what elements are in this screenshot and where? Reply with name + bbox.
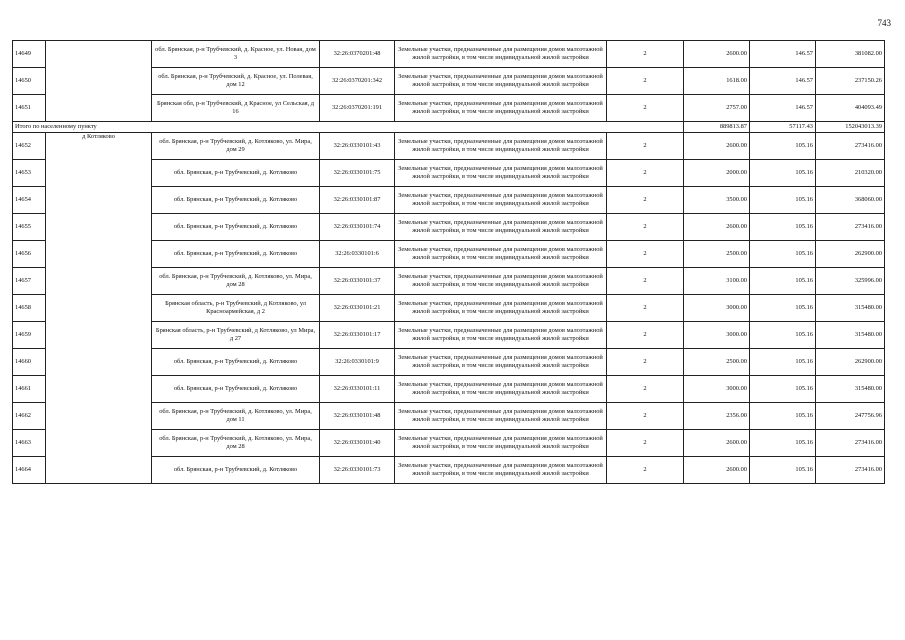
cadastral-number-cell: 32:26:0330101:73 (320, 457, 395, 484)
group-cell: 2 (607, 349, 684, 376)
address-cell: Брянская область, р-н Трубчевский, д Котляково, ул Мира, д 27 (152, 322, 320, 349)
row-number: 14658 (13, 295, 46, 322)
land-use-cell: Земельные участки, предназначенные для размещения домов малоэтажной жилой застройки, в том числе индивидуальной жилой застройки (395, 214, 607, 241)
group-cell: 2 (607, 322, 684, 349)
area-cell: 3000.00 (684, 322, 750, 349)
address-cell: обл. Брянская, р-н Трубчевский, д. Котляково (152, 376, 320, 403)
total-spacer (607, 122, 684, 133)
address-cell: обл. Брянская, р-н Трубчевский, д. Котляково (152, 349, 320, 376)
land-use-cell: Земельные участки, предназначенные для размещения домов малоэтажной жилой застройки, в том числе индивидуальной жилой застройки (395, 457, 607, 484)
total-spacer (152, 122, 320, 133)
area-cell: 3500.00 (684, 187, 750, 214)
cadastral-value-cell: 262900.00 (816, 349, 885, 376)
cadastral-value-cell: 381082.00 (816, 41, 885, 68)
rate-cell: 105.16 (750, 160, 816, 187)
area-cell: 2000.00 (684, 160, 750, 187)
cadastral-value-cell: 262900.00 (816, 241, 885, 268)
rate-cell: 105.16 (750, 268, 816, 295)
locality-cell (46, 68, 152, 95)
land-use-cell: Земельные участки, предназначенные для размещения домов малоэтажной жилой застройки, в том числе индивидуальной жилой застройки (395, 133, 607, 160)
row-number: 14657 (13, 268, 46, 295)
cadastral-value-cell: 325996.00 (816, 268, 885, 295)
address-cell: обл. Брянская, р-н Трубчевский, д. Котляково (152, 160, 320, 187)
land-use-cell: Земельные участки, предназначенные для размещения домов малоэтажной жилой застройки, в том числе индивидуальной жилой застройки (395, 68, 607, 95)
row-number: 14661 (13, 376, 46, 403)
cadastral-number-cell: 32:26:0330101:37 (320, 268, 395, 295)
group-cell: 2 (607, 457, 684, 484)
cadastral-value-cell: 273416.00 (816, 457, 885, 484)
land-registry-table (12, 40, 885, 484)
land-use-cell: Земельные участки, предназначенные для размещения домов малоэтажной жилой застройки, в том числе индивидуальной жилой застройки (395, 295, 607, 322)
area-cell: 3000.00 (684, 295, 750, 322)
group-cell: 2 (607, 403, 684, 430)
area-cell: 2356.00 (684, 403, 750, 430)
address-cell: обл. Брянская, р-н Трубчевский, д. Котляково (152, 457, 320, 484)
total-area: 889813.87 (684, 122, 750, 133)
land-use-cell: Земельные участки, предназначенные для размещения домов малоэтажной жилой застройки, в том числе индивидуальной жилой застройки (395, 41, 607, 68)
cadastral-number-cell: 32:26:0330101:74 (320, 214, 395, 241)
group-cell: 2 (607, 160, 684, 187)
rate-cell: 105.16 (750, 349, 816, 376)
locality-cell (46, 95, 152, 122)
group-cell: 2 (607, 133, 684, 160)
cadastral-number-cell: 32:26:0370201:191 (320, 95, 395, 122)
group-cell: 2 (607, 95, 684, 122)
area-cell: 2600.00 (684, 457, 750, 484)
cadastral-value-cell: 273416.00 (816, 214, 885, 241)
area-cell: 2600.00 (684, 430, 750, 457)
land-use-cell: Земельные участки, предназначенные для размещения домов малоэтажной жилой застройки, в том числе индивидуальной жилой застройки (395, 349, 607, 376)
total-rate: 57117.43 (750, 122, 816, 133)
locality-total-row (13, 122, 885, 133)
rate-cell: 105.16 (750, 133, 816, 160)
total-spacer (395, 122, 607, 133)
cadastral-value-cell: 247756.96 (816, 403, 885, 430)
cadastral-number-cell: 32:26:0330101:9 (320, 349, 395, 376)
group-cell: 2 (607, 376, 684, 403)
cadastral-number-cell: 32:26:0330101:48 (320, 403, 395, 430)
locality-name: д Котляково (46, 133, 152, 484)
land-use-cell: Земельные участки, предназначенные для размещения домов малоэтажной жилой застройки, в том числе индивидуальной жилой застройки (395, 268, 607, 295)
cadastral-number-cell: 32:26:0370201:48 (320, 41, 395, 68)
land-use-cell: Земельные участки, предназначенные для размещения домов малоэтажной жилой застройки, в том числе индивидуальной жилой застройки (395, 322, 607, 349)
group-cell: 2 (607, 241, 684, 268)
cadastral-number-cell: 32:26:0330101:43 (320, 133, 395, 160)
total-value: 152043013.39 (816, 122, 885, 133)
cadastral-value-cell: 273416.00 (816, 430, 885, 457)
row-number: 14664 (13, 457, 46, 484)
area-cell: 2500.00 (684, 241, 750, 268)
area-cell: 2600.00 (684, 41, 750, 68)
row-number: 14652 (13, 133, 46, 160)
land-use-cell: Земельные участки, предназначенные для размещения домов малоэтажной жилой застройки, в том числе индивидуальной жилой застройки (395, 95, 607, 122)
rate-cell: 105.16 (750, 403, 816, 430)
cadastral-value-cell: 315480.00 (816, 322, 885, 349)
address-cell: обл. Брянская, р-н Трубчевский, д. Котляково (152, 214, 320, 241)
address-cell: обл. Брянская, р-н Трубчевский, д. Красное, ул. Полевая, дом 12 (152, 68, 320, 95)
land-use-cell: Земельные участки, предназначенные для размещения домов малоэтажной жилой застройки, в том числе индивидуальной жилой застройки (395, 241, 607, 268)
cadastral-number-cell: 32:26:0330101:75 (320, 160, 395, 187)
cadastral-number-cell: 32:26:0330101:21 (320, 295, 395, 322)
cadastral-number-cell: 32:26:0330101:87 (320, 187, 395, 214)
area-cell: 2500.00 (684, 349, 750, 376)
row-number: 14663 (13, 430, 46, 457)
cadastral-number-cell: 32:26:0330101:40 (320, 430, 395, 457)
cadastral-number-cell: 32:26:0330101:11 (320, 376, 395, 403)
total-spacer (320, 122, 395, 133)
table-row (13, 133, 885, 160)
cadastral-value-cell: 273416.00 (816, 133, 885, 160)
row-number: 14655 (13, 214, 46, 241)
rate-cell: 105.16 (750, 322, 816, 349)
row-number: 14653 (13, 160, 46, 187)
row-number: 14650 (13, 68, 46, 95)
page-number: 743 (877, 18, 891, 28)
address-cell: обл. Брянская, р-н Трубчевский, д. Котляково, ул. Мира, дом 11 (152, 403, 320, 430)
cadastral-value-cell: 368060.00 (816, 187, 885, 214)
land-use-cell: Земельные участки, предназначенные для размещения домов малоэтажной жилой застройки, в том числе индивидуальной жилой застройки (395, 160, 607, 187)
land-use-cell: Земельные участки, предназначенные для размещения домов малоэтажной жилой застройки, в том числе индивидуальной жилой застройки (395, 376, 607, 403)
cadastral-value-cell: 404093.49 (816, 95, 885, 122)
group-cell: 2 (607, 430, 684, 457)
row-number: 14649 (13, 41, 46, 68)
group-cell: 2 (607, 68, 684, 95)
address-cell: Брянская обл, р-н Трубчевский, д Красное, ул Сельская, д 16 (152, 95, 320, 122)
cadastral-number-cell: 32:26:0370201:342 (320, 68, 395, 95)
rate-cell: 105.16 (750, 457, 816, 484)
row-number: 14656 (13, 241, 46, 268)
row-number: 14660 (13, 349, 46, 376)
row-number: 14659 (13, 322, 46, 349)
rate-cell: 105.16 (750, 295, 816, 322)
address-cell: Брянская область, р-н Трубчевский, д Котляково, ул Красноармейская, д 2 (152, 295, 320, 322)
group-cell: 2 (607, 295, 684, 322)
group-cell: 2 (607, 41, 684, 68)
area-cell: 3100.00 (684, 268, 750, 295)
address-cell: обл. Брянская, р-н Трубчевский, д. Красное, ул. Новая, дом 3 (152, 41, 320, 68)
table-row (13, 41, 885, 68)
rate-cell: 105.16 (750, 241, 816, 268)
group-cell: 2 (607, 268, 684, 295)
land-use-cell: Земельные участки, предназначенные для размещения домов малоэтажной жилой застройки, в том числе индивидуальной жилой застройки (395, 187, 607, 214)
table-row (13, 68, 885, 95)
area-cell: 1618.00 (684, 68, 750, 95)
table-row (13, 95, 885, 122)
rate-cell: 105.16 (750, 214, 816, 241)
cadastral-value-cell: 210320.00 (816, 160, 885, 187)
rate-cell: 146.57 (750, 95, 816, 122)
rate-cell: 105.16 (750, 187, 816, 214)
row-number: 14654 (13, 187, 46, 214)
address-cell: обл. Брянская, р-н Трубчевский, д. Котляково, ул. Мира, дом 28 (152, 268, 320, 295)
address-cell: обл. Брянская, р-н Трубчевский, д. Котляково (152, 187, 320, 214)
row-number: 14651 (13, 95, 46, 122)
address-cell: обл. Брянская, р-н Трубчевский, д. Котляково, ул. Мира, дом 29 (152, 133, 320, 160)
area-cell: 2600.00 (684, 133, 750, 160)
total-label: Итого по населенному пункту (13, 122, 152, 133)
area-cell: 2600.00 (684, 214, 750, 241)
address-cell: обл. Брянская, р-н Трубчевский, д. Котляково (152, 241, 320, 268)
cadastral-number-cell: 32:26:0330101:17 (320, 322, 395, 349)
locality-cell (46, 41, 152, 68)
cadastral-value-cell: 315480.00 (816, 376, 885, 403)
rate-cell: 146.57 (750, 68, 816, 95)
rate-cell: 146.57 (750, 41, 816, 68)
land-use-cell: Земельные участки, предназначенные для размещения домов малоэтажной жилой застройки, в том числе индивидуальной жилой застройки (395, 403, 607, 430)
group-cell: 2 (607, 187, 684, 214)
area-cell: 2757.00 (684, 95, 750, 122)
address-cell: обл. Брянская, р-н Трубчевский, д. Котляково, ул. Мира, дом 28 (152, 430, 320, 457)
row-number: 14662 (13, 403, 46, 430)
land-use-cell: Земельные участки, предназначенные для размещения домов малоэтажной жилой застройки, в том числе индивидуальной жилой застройки (395, 430, 607, 457)
cadastral-number-cell: 32:26:0330101:6 (320, 241, 395, 268)
rate-cell: 105.16 (750, 376, 816, 403)
rate-cell: 105.16 (750, 430, 816, 457)
area-cell: 3000.00 (684, 376, 750, 403)
cadastral-value-cell: 315480.00 (816, 295, 885, 322)
cadastral-value-cell: 237150.26 (816, 68, 885, 95)
group-cell: 2 (607, 214, 684, 241)
